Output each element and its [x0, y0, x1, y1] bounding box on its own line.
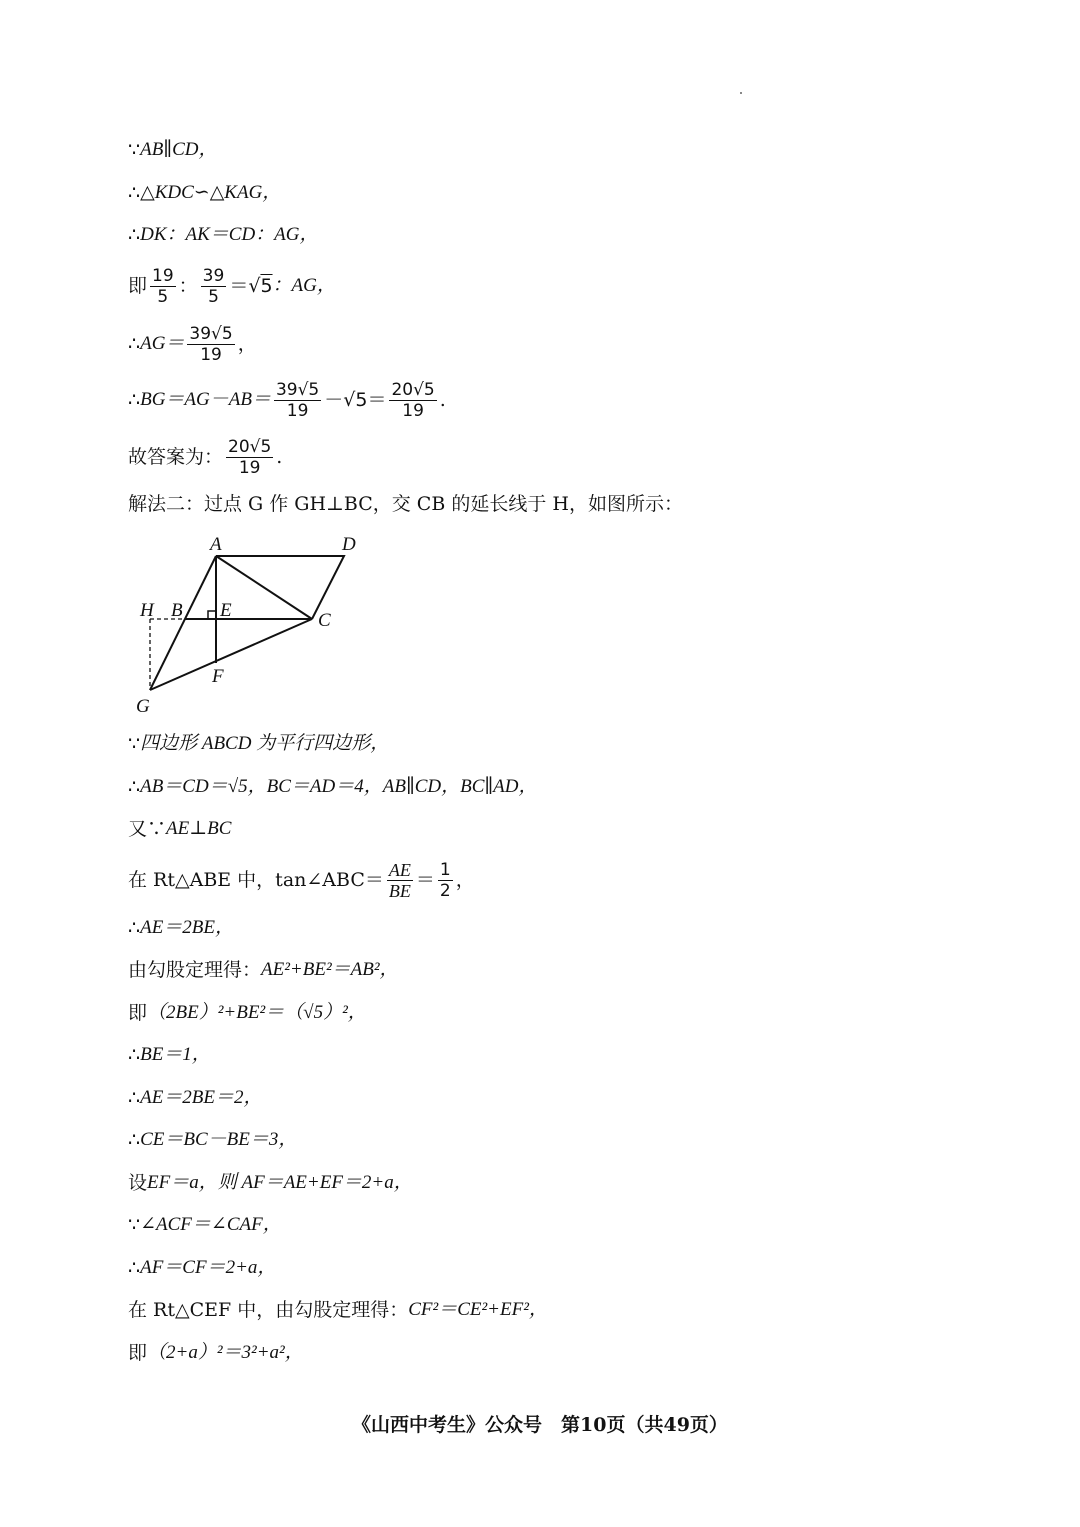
- label-g: G: [136, 696, 150, 717]
- scan-speck: [740, 92, 742, 94]
- right-angle-mark: [208, 611, 216, 619]
- therefore-symbol: ∴: [128, 776, 141, 798]
- therefore-symbol: ∴: [128, 333, 141, 355]
- because-symbol: ∵: [128, 733, 141, 755]
- line-text: AE＝2BE，: [140, 917, 235, 938]
- segment-gc: [150, 619, 312, 690]
- line-text: ∠ACF＝∠CAF，: [140, 1214, 282, 1235]
- fraction-1-2: $\frac{1}{2}$: [439, 859, 451, 901]
- therefore-symbol: ∴: [128, 1044, 141, 1066]
- line-text: （2BE）²+BE²＝（√5）²，: [147, 1002, 367, 1023]
- because-symbol: ∵: [128, 1214, 141, 1236]
- proof-line-22: [128, 1298, 548, 1322]
- line-prefix: 设: [128, 1172, 148, 1194]
- answer-line: [128, 435, 282, 479]
- line-prefix: 即: [128, 1342, 148, 1364]
- fraction-39-5: $\frac{39}{5}$: [202, 265, 225, 307]
- line-prefix: 又∵: [128, 818, 167, 840]
- line-text: 四边形 ABCD 为平行四边形，: [140, 733, 390, 754]
- label-c: C: [318, 610, 331, 631]
- proof-line-15: [128, 1001, 367, 1025]
- proof-line-20: [128, 1213, 282, 1237]
- proof-line-11: [128, 817, 231, 841]
- line-text: DK：AK＝CD：AG，: [140, 224, 319, 245]
- because-symbol: ∵: [128, 139, 141, 161]
- label-d: D: [342, 534, 356, 555]
- line-text: CF²＝CE²+EF²，: [408, 1299, 548, 1320]
- sqrt-symbol: √: [248, 275, 261, 297]
- edge-ag: [150, 556, 216, 690]
- line-text: △KDC∽△KAG，: [140, 182, 282, 203]
- label-b: B: [171, 600, 183, 621]
- proof-line-16: [128, 1043, 211, 1067]
- line-text: BE＝1，: [140, 1044, 211, 1065]
- therefore-symbol: ∴: [128, 389, 141, 411]
- line-text: （2+a）²＝3²+a²，: [147, 1342, 304, 1363]
- fraction-39root5-19: $\frac{39√5}{19}$: [275, 379, 320, 421]
- line-text: AE＝2BE＝2，: [140, 1087, 263, 1108]
- line-prefix: 在 Rt△ABE 中，tan∠ABC＝: [128, 869, 384, 891]
- proof-line-4: [128, 264, 336, 308]
- equals-sign: ＝: [415, 869, 435, 891]
- line-tail: ，: [455, 869, 475, 891]
- proof-line-14: [128, 958, 399, 982]
- line-text: AB＝CD＝√5，BC＝AD＝4，AB∥CD，BC∥AD，: [140, 776, 538, 797]
- method-two-heading: [128, 492, 683, 516]
- fraction-ae-be: $\frac{AE}{BE}$: [388, 859, 411, 901]
- line-text: AE²+BE²＝AB²，: [261, 959, 399, 980]
- minus-root5: －√5＝: [324, 389, 387, 411]
- proof-line-19: [128, 1171, 413, 1195]
- line-text: AB∥CD，: [140, 139, 218, 160]
- fraction-39root5-19: $\frac{39√5}{19}$: [189, 323, 233, 365]
- proof-line-6: [128, 378, 446, 422]
- line-tail: .: [439, 389, 446, 411]
- equals-sign: ＝: [229, 275, 249, 297]
- proof-line-12: [128, 858, 475, 902]
- page-footer: 《山西中考生》公众号 第10页（共49页）: [352, 1414, 728, 1436]
- line-text: CE＝BC－BE＝3，: [140, 1129, 298, 1150]
- line-tail: ，: [237, 333, 257, 355]
- proof-line-2: [128, 181, 281, 205]
- sqrt-radicand: 5: [260, 275, 273, 297]
- proof-line-10: [128, 775, 538, 799]
- proof-line-13: [128, 916, 234, 940]
- therefore-symbol: ∴: [128, 917, 141, 939]
- line-text: ：AG，: [272, 275, 336, 296]
- answer-label: 故答案为：: [128, 446, 224, 468]
- proof-line-5: [128, 322, 257, 366]
- proof-line-23: [128, 1341, 304, 1365]
- line-text: AE⊥BC: [166, 818, 232, 839]
- therefore-symbol: ∴: [128, 182, 141, 204]
- proof-line-3: [128, 223, 319, 247]
- fraction-19-5: $\frac{19}{5}$: [152, 265, 174, 307]
- fraction-20root5-19: $\frac{20√5}{19}$: [391, 379, 435, 421]
- proof-line-18: [128, 1128, 297, 1152]
- line-prefix: 由勾股定理得：: [128, 959, 262, 981]
- proof-line-1: [128, 138, 217, 162]
- line-prefix: 在 Rt△CEF 中，由勾股定理得：: [128, 1299, 409, 1321]
- label-f: F: [212, 666, 224, 687]
- line-text: 解法二：过点 G 作 GH⊥BC，交 CB 的延长线于 H，如图所示：: [128, 493, 683, 515]
- label-e: E: [220, 600, 232, 621]
- therefore-symbol: ∴: [128, 224, 141, 246]
- line-prefix: 即: [128, 275, 148, 297]
- line-text: EF＝a，则 AF＝AE+EF＝2+a，: [147, 1172, 413, 1193]
- geometry-figure: [128, 530, 368, 720]
- ratio-sep: ：: [178, 275, 198, 297]
- proof-line-9: [128, 732, 389, 756]
- line-text: AF＝CF＝2+a，: [140, 1257, 277, 1278]
- proof-line-17: [128, 1086, 263, 1110]
- label-a: A: [210, 534, 222, 555]
- line-tail: .: [276, 446, 283, 468]
- therefore-symbol: ∴: [128, 1087, 141, 1109]
- therefore-symbol: ∴: [128, 1257, 141, 1279]
- line-prefix: 即: [128, 1002, 148, 1024]
- fraction-20root5-19: $\frac{20√5}{19}$: [228, 436, 272, 478]
- line-text: AG＝: [140, 333, 185, 354]
- line-text: BG＝AG－AB＝: [140, 389, 271, 410]
- therefore-symbol: ∴: [128, 1129, 141, 1151]
- label-h: H: [140, 600, 154, 621]
- proof-line-21: [128, 1256, 276, 1280]
